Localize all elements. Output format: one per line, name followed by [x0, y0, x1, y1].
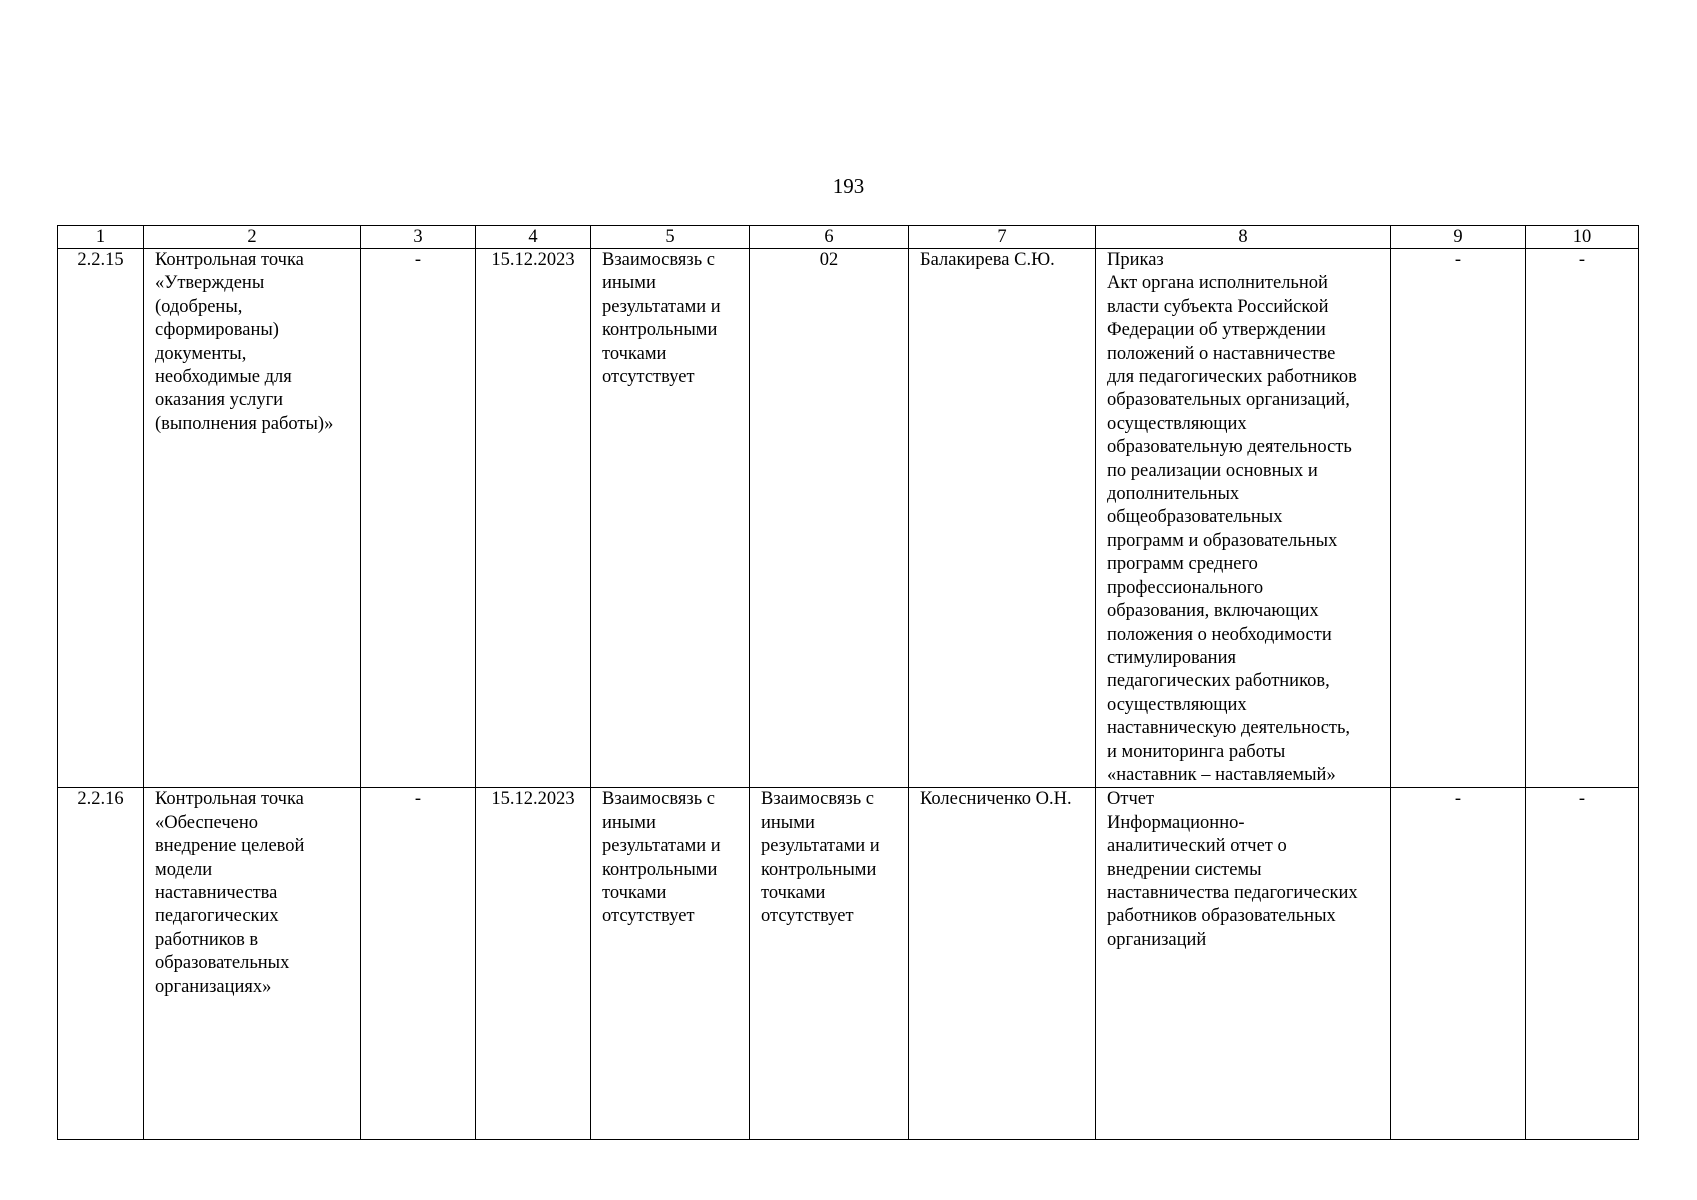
col9-value: -: [1391, 788, 1526, 1140]
text-line: наставничества: [155, 882, 278, 903]
text-line: положения о необходимости: [1107, 624, 1332, 645]
text-line: результатами и: [602, 296, 721, 317]
text-line: контрольными: [602, 320, 718, 341]
text-line: иными: [602, 812, 656, 833]
text-line: образовательных организаций,: [1107, 390, 1350, 411]
text-line: педагогических: [155, 906, 279, 927]
column-header: 3: [361, 226, 476, 249]
text-line: и мониторинга работы: [1107, 741, 1286, 762]
date-cell: 15.12.2023: [476, 249, 591, 788]
text-line: сформированы): [155, 320, 279, 341]
text-line: дополнительных: [1107, 484, 1240, 505]
responsible-person: Балакирева С.Ю.: [909, 249, 1096, 788]
text-line: образования, включающих: [1107, 601, 1319, 622]
text-line: наставническую деятельность,: [1107, 718, 1351, 739]
text-line: «Обеспечено: [155, 812, 258, 833]
text-line: общеобразовательных: [1107, 507, 1283, 528]
text-line: результатами и: [602, 836, 721, 857]
text-line: точками: [602, 343, 667, 364]
text-line: Контрольная точка: [155, 789, 304, 810]
text-line: образовательную деятельность: [1107, 437, 1352, 458]
col3-value: -: [361, 249, 476, 788]
text-line: положений о наставничестве: [1107, 343, 1336, 364]
col3-value: -: [361, 788, 476, 1140]
text-line: 02: [819, 250, 839, 270]
text-line: организациях»: [155, 976, 272, 997]
text-line: необходимые для: [155, 367, 292, 388]
text-line: результатами и: [761, 836, 880, 857]
text-line: оказания услуги: [155, 390, 284, 411]
text-line: образовательных: [155, 953, 290, 974]
table-row: [58, 249, 1639, 788]
text-line: осуществляющих: [1107, 413, 1247, 434]
relationship-cell: [591, 788, 750, 1140]
text-line: педагогических работников,: [1107, 671, 1330, 692]
text-line: Взаимосвязь с: [602, 250, 715, 270]
text-line: иными: [761, 812, 815, 833]
column-header: 2: [144, 226, 361, 249]
relationship-cell: [591, 249, 750, 788]
text-line: модели: [155, 859, 213, 880]
text-line: Информационно-: [1107, 812, 1245, 833]
text-line: точками: [761, 882, 826, 903]
text-line: по реализации основных и: [1107, 460, 1318, 481]
document-description: [1096, 249, 1391, 788]
text-line: иными: [602, 273, 656, 294]
text-line: внедрении системы: [1107, 859, 1262, 880]
column-header: 7: [909, 226, 1096, 249]
row-number: 2.2.15: [58, 249, 144, 788]
text-line: осуществляющих: [1107, 694, 1247, 715]
text-line: Взаимосвязь с: [761, 789, 874, 810]
text-line: внедрение целевой: [155, 836, 305, 857]
text-line: власти субъекта Российской: [1107, 296, 1329, 317]
column-header: 10: [1526, 226, 1639, 249]
column-header: 1: [58, 226, 144, 249]
checkpoint-name: [144, 249, 361, 788]
text-line: работников образовательных: [1107, 906, 1336, 927]
text-line: организаций: [1107, 929, 1207, 950]
column-number-row: [58, 226, 1639, 249]
column-header: 6: [750, 226, 909, 249]
table-row: [58, 788, 1639, 1140]
col6-cell: [750, 788, 909, 1140]
text-line: Приказ: [1107, 250, 1164, 270]
text-line: Взаимосвязь с: [602, 789, 715, 810]
text-line: «Утверждены: [155, 273, 265, 294]
text-line: (выполнения работы)»: [155, 413, 334, 434]
text-line: документы,: [155, 343, 247, 364]
column-header: 4: [476, 226, 591, 249]
text-line: Федерации об утверждении: [1107, 320, 1326, 341]
text-line: отсутствует: [602, 906, 695, 927]
text-line: (одобрены,: [155, 296, 243, 317]
text-line: контрольными: [602, 859, 718, 880]
document-description: [1096, 788, 1391, 1140]
col9-value: -: [1391, 249, 1526, 788]
text-line: Контрольная точка: [155, 250, 304, 270]
text-line: программ среднего: [1107, 554, 1258, 575]
text-line: профессионального: [1107, 577, 1264, 598]
column-header: 9: [1391, 226, 1526, 249]
col10-value: -: [1526, 249, 1639, 788]
document-table: [57, 225, 1639, 1140]
text-line: наставничества педагогических: [1107, 882, 1358, 903]
checkpoint-name: [144, 788, 361, 1140]
text-line: точками: [602, 882, 667, 903]
page-number: 193: [832, 174, 865, 198]
text-line: для педагогических работников: [1107, 367, 1357, 388]
text-line: работников в: [155, 929, 259, 950]
text-line: отсутствует: [761, 906, 854, 927]
column-header: 8: [1096, 226, 1391, 249]
text-line: программ и образовательных: [1107, 530, 1338, 551]
row-number: 2.2.16: [58, 788, 144, 1140]
col6-cell: [750, 249, 909, 788]
text-line: стимулирования: [1107, 647, 1236, 668]
text-line: Акт органа исполнительной: [1107, 273, 1328, 294]
column-header: 5: [591, 226, 750, 249]
text-line: «наставник – наставляемый»: [1107, 764, 1336, 785]
text-line: контрольными: [761, 859, 877, 880]
col10-value: -: [1526, 788, 1639, 1140]
text-line: отсутствует: [602, 367, 695, 388]
responsible-person: Колесниченко О.Н.: [909, 788, 1096, 1140]
date-cell: 15.12.2023: [476, 788, 591, 1140]
text-line: Отчет: [1107, 789, 1155, 810]
text-line: аналитический отчет о: [1107, 836, 1287, 857]
